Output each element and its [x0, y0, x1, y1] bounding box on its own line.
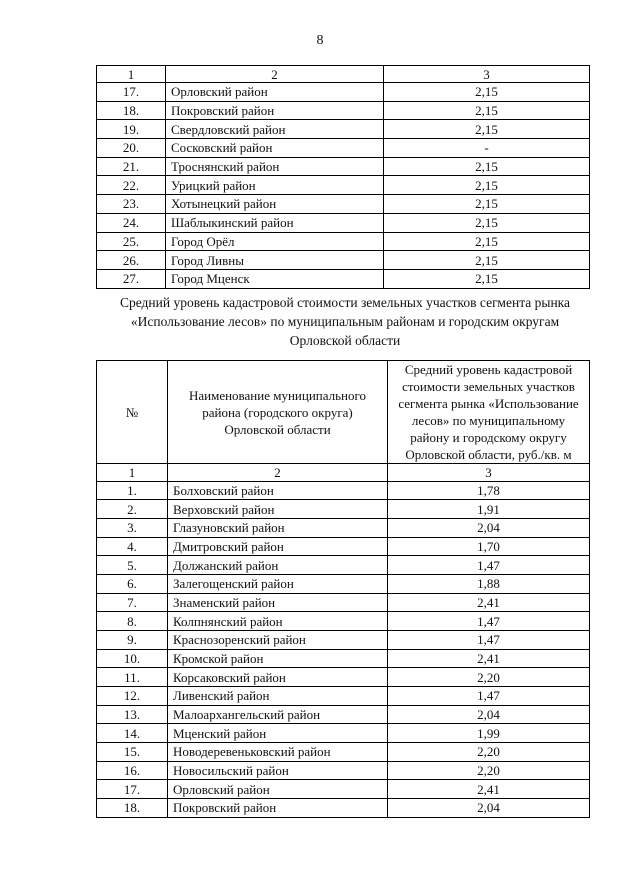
cadastral-value: 2,15 — [384, 120, 590, 139]
district-name: Город Орёл — [166, 232, 384, 251]
cadastral-value: 2,04 — [388, 798, 590, 817]
table-row — [97, 195, 590, 214]
table-row — [97, 780, 590, 799]
cadastral-value: 2,15 — [384, 213, 590, 232]
row-number: 2. — [97, 500, 168, 519]
table-row — [97, 574, 590, 593]
table-row — [97, 537, 590, 556]
table-row — [97, 761, 590, 780]
district-name: Орловский район — [166, 83, 384, 102]
table-row — [97, 649, 590, 668]
district-name: Ливенский район — [168, 686, 388, 705]
column-number-cell: 3 — [388, 464, 590, 482]
column-number-cell: 3 — [384, 66, 590, 83]
cadastral-value: 1,47 — [388, 686, 590, 705]
cadastral-value: 2,41 — [388, 780, 590, 799]
row-number: 14. — [97, 724, 168, 743]
row-number: 16. — [97, 761, 168, 780]
table-row — [97, 518, 590, 537]
header-district-name: Наименование муниципального района (городского округа) Орловской области — [168, 361, 388, 464]
table-row — [97, 500, 590, 519]
table-row — [97, 668, 590, 687]
table-row — [97, 798, 590, 817]
district-name: Свердловский район — [166, 120, 384, 139]
row-number: 10. — [97, 649, 168, 668]
row-number: 7. — [97, 593, 168, 612]
district-name: Шаблыкинский район — [166, 213, 384, 232]
district-name: Кромской район — [168, 649, 388, 668]
cadastral-value: 1,78 — [388, 481, 590, 500]
row-number: 18. — [97, 798, 168, 817]
row-number: 18. — [97, 101, 166, 120]
column-number-cell: 2 — [166, 66, 384, 83]
cadastral-value: 2,15 — [384, 176, 590, 195]
district-name: Знаменский район — [168, 593, 388, 612]
cadastral-value: - — [384, 139, 590, 158]
table-row — [97, 612, 590, 631]
section-title-line: Орловской области — [289, 333, 401, 348]
district-name: Малоархангельский район — [168, 705, 388, 724]
table-row — [97, 251, 590, 270]
row-number: 17. — [97, 83, 166, 102]
table-row — [97, 120, 590, 139]
district-name: Покровский район — [168, 798, 388, 817]
row-number: 19. — [97, 120, 166, 139]
column-number-cell: 1 — [97, 66, 166, 83]
table-row — [97, 742, 590, 761]
table-row — [97, 101, 590, 120]
row-number: 1. — [97, 481, 168, 500]
table-row — [97, 724, 590, 743]
cadastral-value: 2,41 — [388, 593, 590, 612]
cadastral-value: 2,04 — [388, 705, 590, 724]
cadastral-value: 1,91 — [388, 500, 590, 519]
column-number-cell: 2 — [168, 464, 388, 482]
district-name: Корсаковский район — [168, 668, 388, 687]
cadastral-value: 2,20 — [388, 742, 590, 761]
table-row — [97, 213, 590, 232]
district-name: Краснозоренский район — [168, 630, 388, 649]
district-name: Покровский район — [166, 101, 384, 120]
cadastral-value: 1,70 — [388, 537, 590, 556]
row-number: 8. — [97, 612, 168, 631]
row-number: 17. — [97, 780, 168, 799]
row-number: 4. — [97, 537, 168, 556]
cadastral-value: 2,15 — [384, 101, 590, 120]
district-name: Хотынецкий район — [166, 195, 384, 214]
cadastral-value: 2,15 — [384, 251, 590, 270]
row-number: 26. — [97, 251, 166, 270]
row-number: 11. — [97, 668, 168, 687]
section-title — [80, 293, 610, 350]
cadastral-value: 1,99 — [388, 724, 590, 743]
table-header-row — [97, 361, 590, 464]
row-number: 12. — [97, 686, 168, 705]
cadastral-value: 2,20 — [388, 668, 590, 687]
district-name: Новодеревеньковский район — [168, 742, 388, 761]
district-name: Орловский район — [168, 780, 388, 799]
cadastral-value: 2,20 — [388, 761, 590, 780]
district-name: Новосильский район — [168, 761, 388, 780]
table-row — [97, 481, 590, 500]
row-number: 3. — [97, 518, 168, 537]
cadastral-value: 1,88 — [388, 574, 590, 593]
cadastral-value: 1,47 — [388, 556, 590, 575]
row-number: 25. — [97, 232, 166, 251]
district-name: Мценский район — [168, 724, 388, 743]
table-row — [97, 686, 590, 705]
column-number-row — [97, 66, 590, 83]
header-cadastral-value: Средний уровень кадастровой стоимости земельных участков сегмента рынка «Использование лесов» по муниципальному району и городскому округу Орловской области, руб./кв. м — [388, 361, 590, 464]
table-row — [97, 269, 590, 288]
table-row — [97, 705, 590, 724]
cadastral-value: 1,47 — [388, 630, 590, 649]
table-row — [97, 556, 590, 575]
district-name: Дмитровский район — [168, 537, 388, 556]
cadastral-value: 2,15 — [384, 269, 590, 288]
row-number: 21. — [97, 157, 166, 176]
district-name: Город Ливны — [166, 251, 384, 270]
row-number: 15. — [97, 742, 168, 761]
cadastral-value: 2,04 — [388, 518, 590, 537]
row-number: 13. — [97, 705, 168, 724]
cadastral-value: 1,47 — [388, 612, 590, 631]
cadastral-value: 2,15 — [384, 157, 590, 176]
table-continuation — [96, 65, 590, 289]
section-title-line: «Использование лесов» по муниципальным районам и городским округам — [130, 314, 560, 329]
row-number: 20. — [97, 139, 166, 158]
district-name: Глазуновский район — [168, 518, 388, 537]
district-name: Залегощенский район — [168, 574, 388, 593]
row-number: 9. — [97, 630, 168, 649]
table-row — [97, 232, 590, 251]
cadastral-value: 2,15 — [384, 195, 590, 214]
row-number: 22. — [97, 176, 166, 195]
table-row — [97, 83, 590, 102]
table-row — [97, 630, 590, 649]
column-number-cell: 1 — [97, 464, 168, 482]
page-number: 8 — [316, 33, 324, 48]
table-row — [97, 176, 590, 195]
district-name: Болховский район — [168, 481, 388, 500]
district-name: Колпнянский район — [168, 612, 388, 631]
column-number-row — [97, 464, 590, 482]
table-forest-use-cadastral-value — [96, 360, 590, 818]
district-name: Урицкий район — [166, 176, 384, 195]
header-number: № — [97, 361, 168, 464]
district-name: Верховский район — [168, 500, 388, 519]
row-number: 23. — [97, 195, 166, 214]
row-number: 27. — [97, 269, 166, 288]
district-name: Город Мценск — [166, 269, 384, 288]
row-number: 5. — [97, 556, 168, 575]
cadastral-value: 2,41 — [388, 649, 590, 668]
table-row — [97, 157, 590, 176]
table-row — [97, 139, 590, 158]
district-name: Троснянский район — [166, 157, 384, 176]
table-row — [97, 593, 590, 612]
cadastral-value: 2,15 — [384, 232, 590, 251]
district-name: Сосковский район — [166, 139, 384, 158]
section-title-line: Средний уровень кадастровой стоимости земельных участков сегмента рынка — [119, 295, 571, 310]
cadastral-value: 2,15 — [384, 83, 590, 102]
district-name: Должанский район — [168, 556, 388, 575]
row-number: 6. — [97, 574, 168, 593]
row-number: 24. — [97, 213, 166, 232]
